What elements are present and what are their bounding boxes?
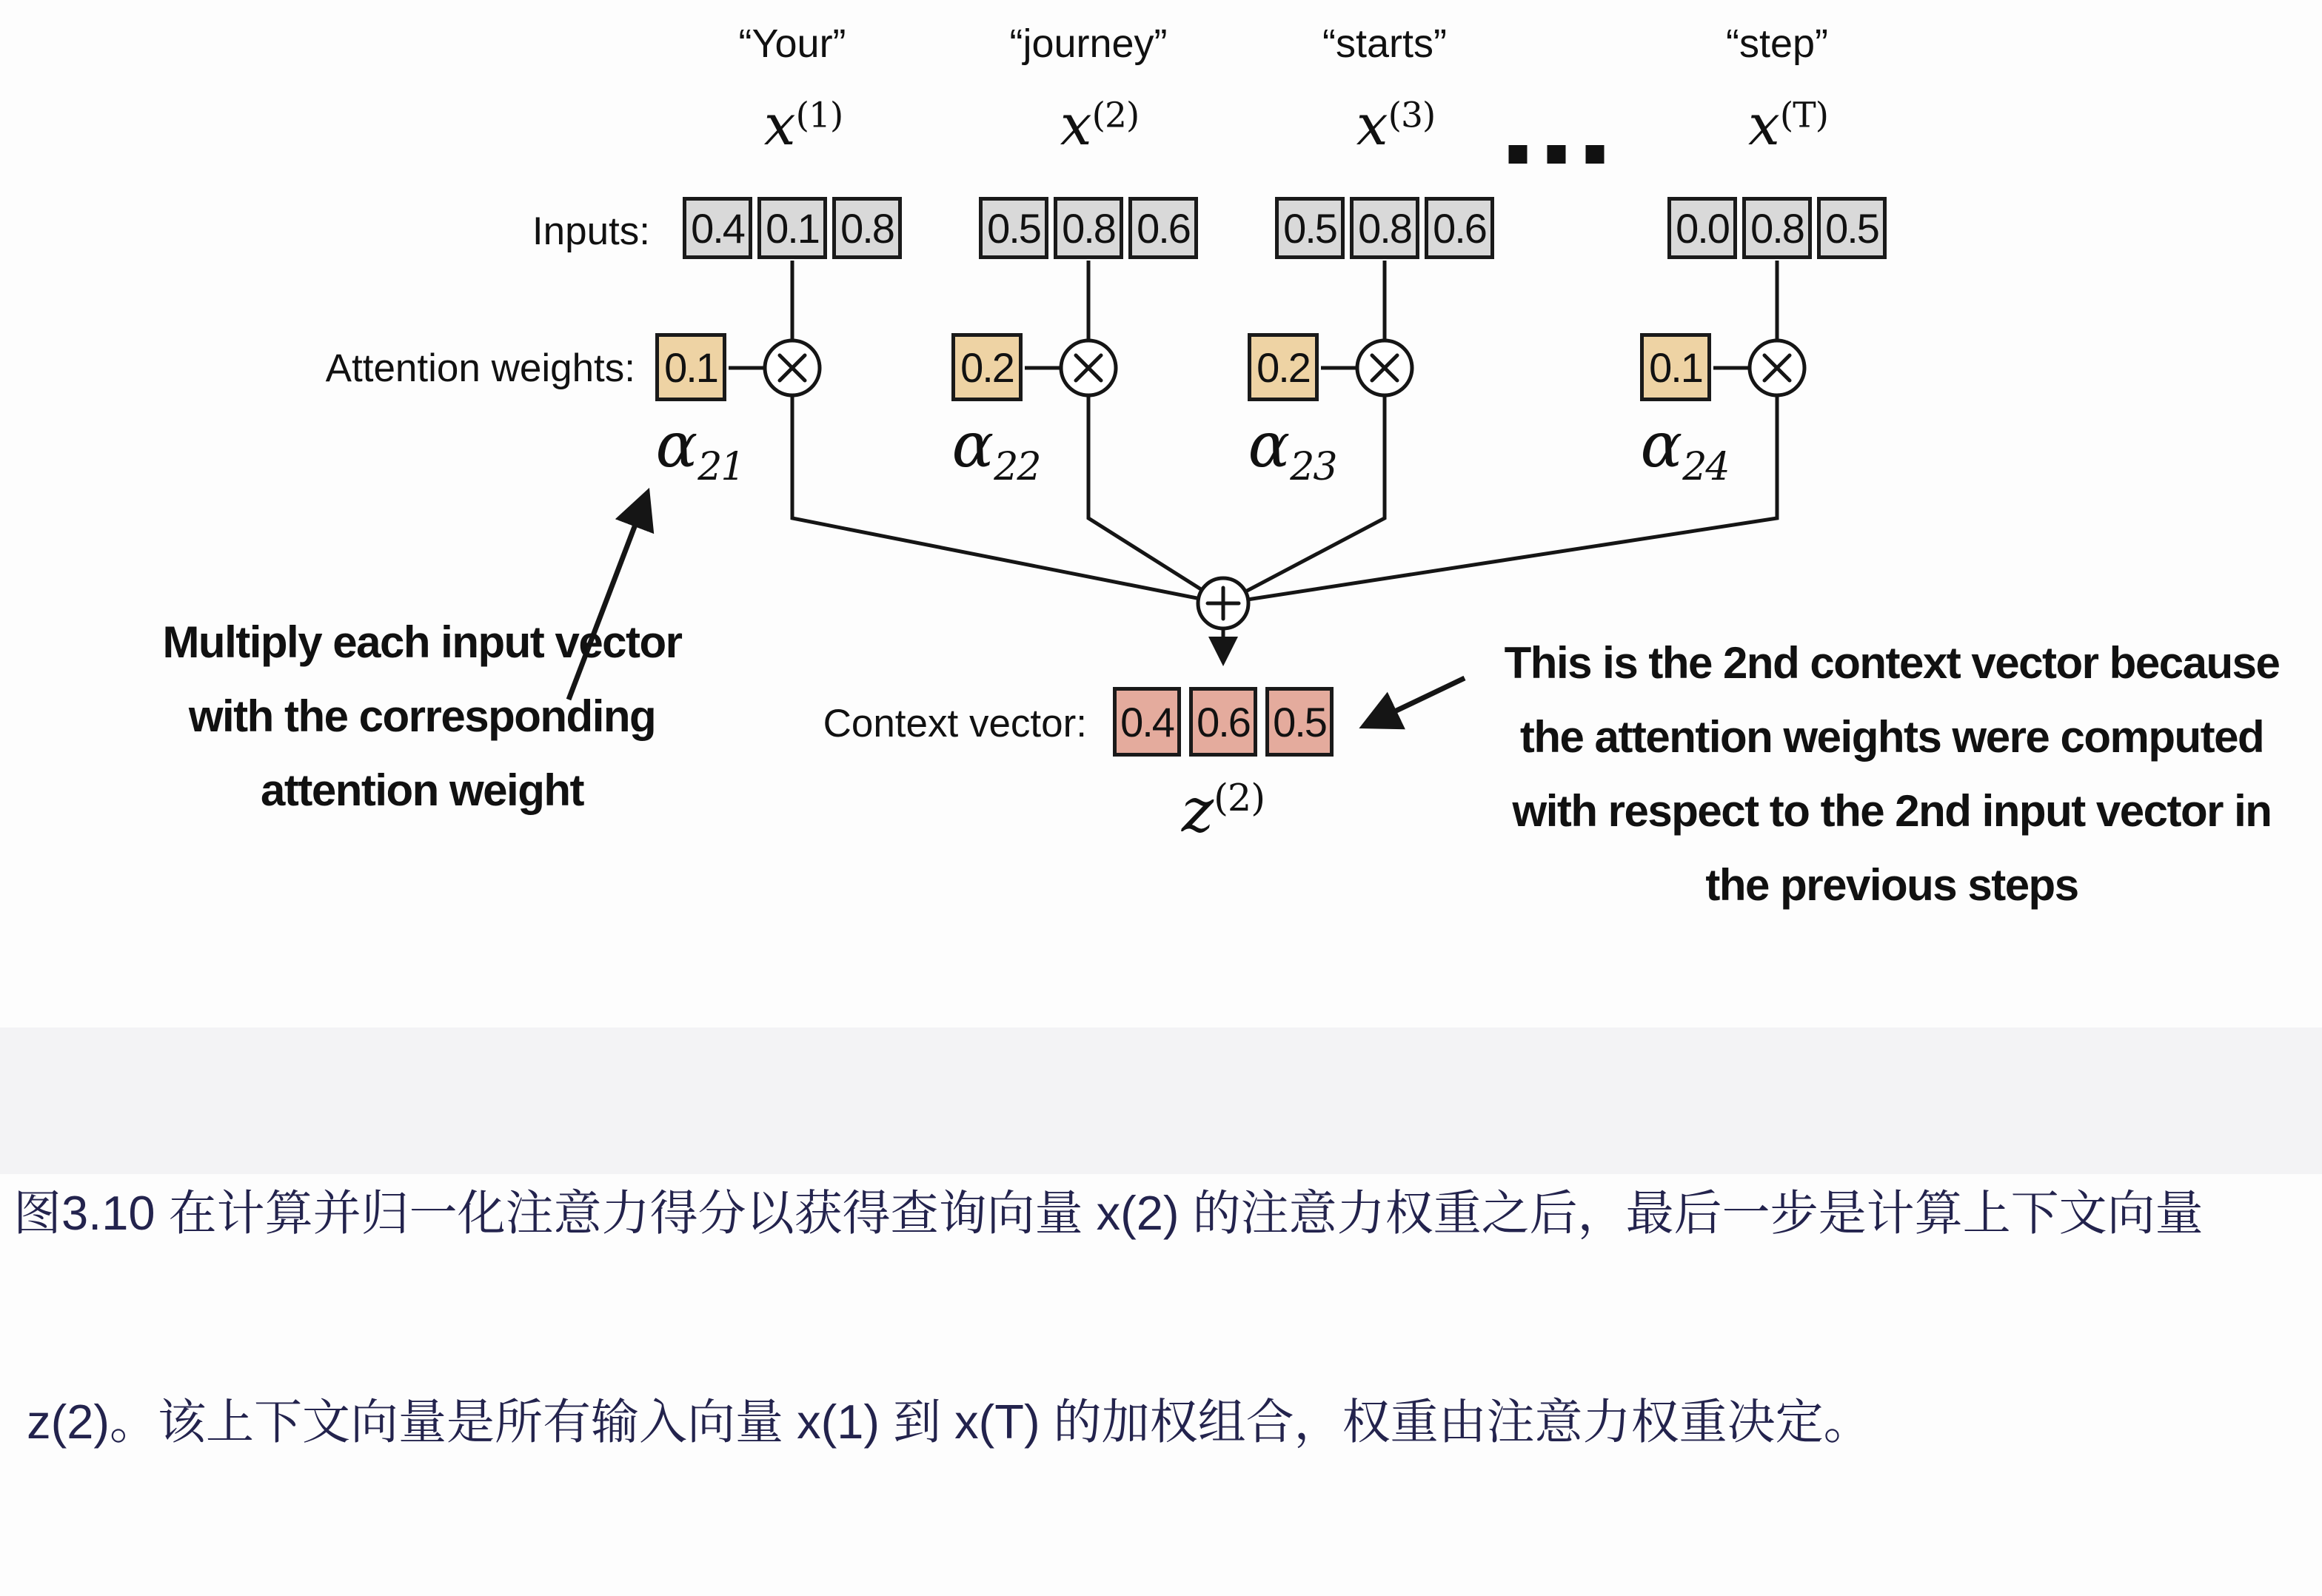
vector-cell: 0.6 <box>1189 687 1257 757</box>
vector-cell: 0.6 <box>1425 197 1494 259</box>
attention-weights-label: Attention weights: <box>325 346 635 390</box>
attention-weight-box: 0.1 <box>655 333 726 401</box>
math-var: x <box>1747 92 1780 158</box>
math-subscript: 24 <box>1682 445 1729 490</box>
math-var: z <box>1181 776 1214 846</box>
math-var: α <box>655 409 698 481</box>
math-subscript: 23 <box>1290 445 1336 490</box>
vector-cell: 0.4 <box>683 197 752 259</box>
math-superscript: (3) <box>1388 95 1436 136</box>
multiply-node-icon <box>1357 341 1412 395</box>
ellipsis-icon <box>1509 145 1605 164</box>
vector-cell: 0.5 <box>1817 197 1887 259</box>
math-var: α <box>951 409 994 481</box>
math-superscript: (T) <box>1779 95 1829 136</box>
caption-line: z(2)。该上下文向量是所有输入向量 x(1) 到 x(T) 的加权组合，权重由注意力权重决定。 <box>13 1395 1872 1449</box>
context-vector-symbol <box>1182 776 1265 846</box>
math-subscript: 21 <box>697 445 744 490</box>
right-annotation <box>1470 626 2314 922</box>
attention-weight-box: 0.2 <box>951 333 1023 401</box>
input-vector-symbol <box>1748 92 1828 158</box>
ellipsis-dot <box>1548 145 1566 164</box>
ellipsis-dot <box>1586 145 1605 164</box>
alpha-label <box>655 409 743 489</box>
alpha-label <box>1248 409 1336 489</box>
vector-cell: 0.1 <box>757 197 827 259</box>
math-superscript: (1) <box>795 95 843 136</box>
token-word: “journey” <box>1009 21 1168 66</box>
figure-caption <box>13 1039 2312 1596</box>
math-var: α <box>1248 409 1291 481</box>
vector-cell: 0.5 <box>979 197 1048 259</box>
annotation-line: with respect to the 2nd input vector in <box>1512 786 2272 836</box>
annotation-line: the attention weights were computed <box>1519 712 2264 762</box>
multiply-node-icon <box>1750 341 1804 395</box>
annotation-line: Multiply each input vector <box>162 617 682 667</box>
math-var: x <box>763 92 796 158</box>
inputs-label: Inputs: <box>532 209 650 253</box>
attention-weight-box: 0.2 <box>1248 333 1319 401</box>
vector-cell: 0.5 <box>1265 687 1334 757</box>
multiply-node-icon <box>765 341 820 395</box>
token-word: “step” <box>1725 21 1829 66</box>
alpha-label <box>1640 409 1728 489</box>
vector-cell: 0.8 <box>1350 197 1419 259</box>
token-word: “Your” <box>738 21 846 66</box>
alpha-label <box>951 409 1040 489</box>
multiply-node-icon <box>1061 341 1116 395</box>
math-superscript: (2) <box>1091 95 1140 136</box>
connector-line <box>1088 395 1223 603</box>
context-vector-label: Context vector: <box>823 702 1087 745</box>
vector-cell: 0.8 <box>832 197 902 259</box>
math-superscript: (2) <box>1214 776 1265 820</box>
input-vector-symbol <box>1060 92 1140 158</box>
input-vector-boxes <box>979 197 1198 259</box>
input-vector-boxes <box>1275 197 1494 259</box>
input-vector-symbol <box>1356 92 1436 158</box>
input-vector-boxes <box>683 197 902 259</box>
vector-cell: 0.0 <box>1667 197 1737 259</box>
ellipsis-dot <box>1509 145 1528 164</box>
vector-cell: 0.6 <box>1128 197 1198 259</box>
token-word: “starts” <box>1322 21 1447 66</box>
attention-weight-box: 0.1 <box>1640 333 1711 401</box>
caption-line: 图3.10 在计算并归一化注意力得分以获得查询向量 x(2) 的注意力权重之后，最后一步是计算上下文向量 <box>13 1186 2204 1240</box>
annotation-line: with the corresponding <box>188 691 656 741</box>
input-vector-boxes <box>1667 197 1887 259</box>
right-annotation-arrow <box>1368 678 1465 724</box>
math-subscript: 22 <box>994 445 1040 490</box>
add-node-icon <box>1198 578 1248 628</box>
vector-cell: 0.8 <box>1054 197 1123 259</box>
vector-cell: 0.4 <box>1113 687 1181 757</box>
vector-cell: 0.5 <box>1275 197 1345 259</box>
left-annotation <box>111 606 733 828</box>
vector-cell: 0.8 <box>1742 197 1812 259</box>
math-var: α <box>1640 409 1683 481</box>
input-vector-symbol <box>764 92 843 158</box>
annotation-line: the previous steps <box>1705 860 2078 910</box>
math-var: x <box>1356 92 1388 158</box>
context-vector-boxes <box>1113 687 1334 757</box>
annotation-line: attention weight <box>261 765 583 815</box>
math-var: x <box>1060 92 1092 158</box>
annotation-line: This is the 2nd context vector because <box>1504 638 2280 688</box>
